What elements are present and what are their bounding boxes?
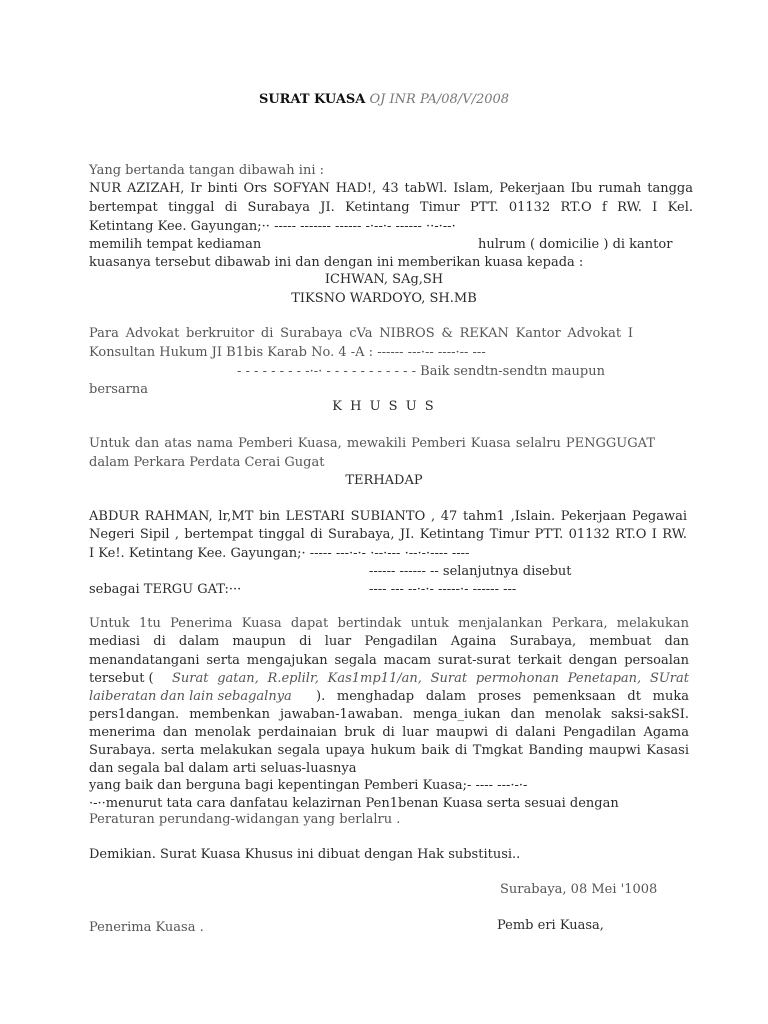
body-line-5b: ). menghadap dalam proses pemenksaan dt muka: [316, 689, 689, 704]
case-type: dalam Perkara Perdata Cerai Gugat: [89, 455, 325, 470]
body-line-12: Peraturan perundang-widangan yang berlalru .: [89, 812, 401, 827]
defendant-label-cont: ---- --- --·-·- -----·- ------ ---: [369, 582, 517, 597]
defendant-address-cont: I Ke!. Ketintang Kee. Gayungan;· ----- ---·-·- ·--·--- ·--·-·---- ----: [89, 546, 470, 561]
attorney-1: ICHWAN, SAg,SH: [324, 272, 444, 287]
firm-line: Para Advokat berkruitor di Surabaya cVa NIBROS & REKAN Kantor Advokat I: [89, 326, 633, 341]
body-line-6: pers1dangan. membenkan jawaban-1awaban. menga_iukan dan menolak saksi-sakSI.: [89, 707, 689, 722]
body-line-2: mediasi di dalam maupun di luar Pengadilan Againa Surabaya, membuat dan: [89, 634, 689, 649]
body-line-7: menerima dan menolak perdainaian bruk di luar maupwi di dalani Pengadilan Agama: [89, 725, 689, 740]
defendant-identity: ABDUR RAHMAN, lr,MT bin LESTARI SUBIANTO , 47 tahm1 ,Islain. Pekerjaan Pegawai: [89, 509, 687, 524]
domicile-left: memilih tempat kediaman: [89, 237, 262, 252]
attorney-2: TIKSNO WARDOYO, SH.MB: [291, 291, 477, 306]
intro-line: Yang bertanda tangan dibawah ini :: [89, 163, 324, 178]
body-line-8: Surabaya. serta melakukan segala upaya hukum baik di Tmgkat Banding maupwi Kasasi: [89, 743, 689, 758]
purpose-line: Untuk dan atas nama Pemberi Kuasa, mewakili Pemberi Kuasa selalru PENGGUGAT: [89, 436, 655, 451]
body-line-1: Untuk 1tu Penerima Kuasa dapat bertindak untuk menjalankan Perkara, melakukan: [89, 616, 689, 631]
closing-statement: Demikian. Surat Kuasa Khusus ini dibuat dengan Hak substitusi..: [89, 847, 521, 862]
firm-address-end: bersarna: [89, 382, 148, 397]
defendant-address-cont2: ------ ------ -- selanjutnya disebut: [369, 564, 572, 579]
body-line-4b: Surat gatan, R.eplilr, Kas1mp11/an, Surat permohonan Penetapan, SUrat: [172, 671, 689, 686]
body-line-11: ·-··menurut tata cara danfatau kelazirnan Pen1benan Kuasa serta sesuai dengan: [89, 796, 619, 811]
body-line-3: menandatangani serta mengajukan segala macam surat-surat terkait dengan persoalan: [89, 653, 689, 668]
firm-address: Konsultan Hukum JI B1bis Karab No. 4 -A : ------ ---·-- ----·-- ---: [89, 345, 486, 360]
grantor-signature-label: Pemb eri Kuasa,: [497, 918, 604, 933]
body-line-4a: tersebut (: [89, 671, 154, 686]
body-line-9: dan segala bal dalam arti seluas-luasnya: [89, 761, 357, 776]
document-number: OJ INR PA/08/V/2008: [369, 92, 510, 107]
against-heading: TERHADAP: [345, 473, 423, 488]
grantor-identity: NUR AZIZAH, Ir binti Ors SOFYAN HAD!, 43 tabWl. Islam, Pekerjaan Ibu rumah tangga: [89, 181, 693, 196]
grant-statement: kuasanya tersebut dibawab ini dan dengan ini memberikan kuasa kepada :: [89, 255, 584, 270]
recipient-signature-label: Penerima Kuasa .: [89, 920, 204, 935]
special-heading: K H U S U S: [332, 399, 436, 414]
firm-address-cont: - - - - - - - - -·-· - - - - - - - - - - - Baik sendtn-sendtn maupun: [237, 364, 605, 379]
body-line-5a: laiberatan dan lain sebagalnya: [89, 689, 292, 704]
body-line-10: yang baik dan berguna bagi kepentingan Pemberi Kuasa;- ---- ---·-·-: [89, 778, 528, 793]
defendant-address: Negeri Sipil , bertempat tinggal di Surabaya, JI. Ketintang Timur PTT. 01132 RT.O I RW.: [89, 527, 687, 542]
place-date: Surabaya, 08 Mei '1008: [500, 882, 658, 897]
grantor-address-cont: Ketintang Kee. Gayungan;·· ----- ------- ------ -·--·- ------ ··-·--·: [89, 219, 456, 234]
domicile-right: hulrum ( domicilie ) di kantor: [478, 237, 673, 252]
title-text: SURAT KUASA: [258, 92, 366, 107]
defendant-label: sebagai TERGU GAT:···: [89, 582, 242, 597]
grantor-address: bertempat tinggal di Surabaya JI. Ketintang Timur PTT. 01132 RT.O f RW. I Kel.: [89, 200, 693, 215]
document-title: [0, 92, 768, 107]
